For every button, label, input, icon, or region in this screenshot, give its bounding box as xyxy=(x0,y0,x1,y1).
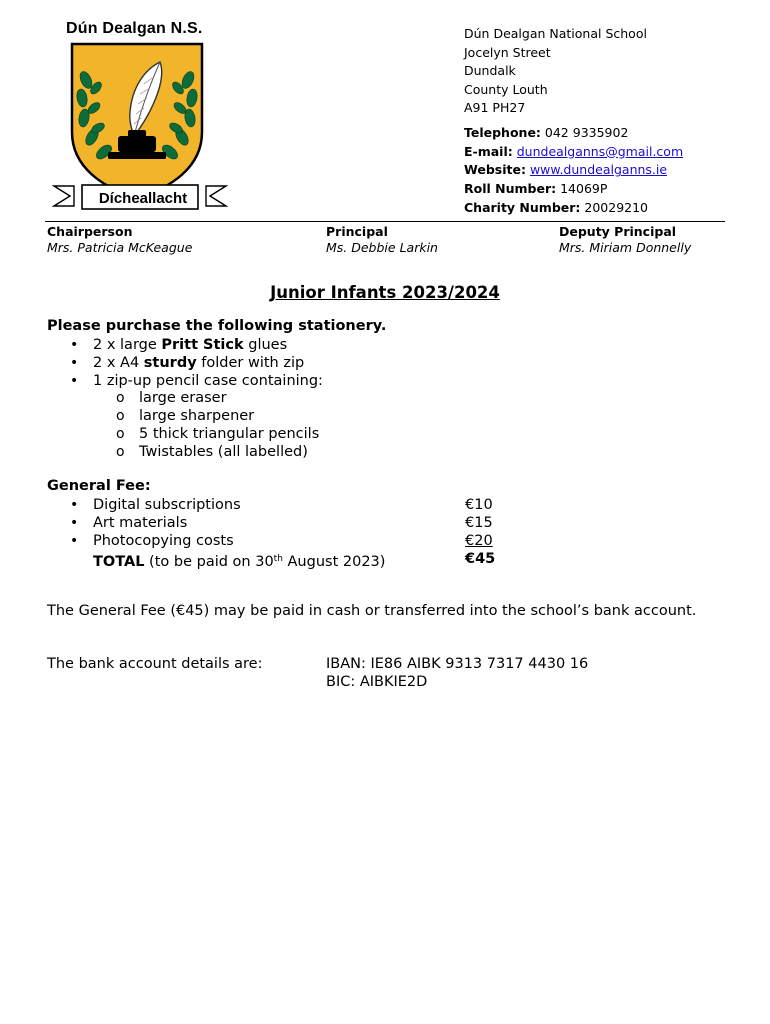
bullet-icon: • xyxy=(70,337,79,353)
address-line: Dundalk xyxy=(464,63,516,78)
charity-number-label: Charity Number: xyxy=(464,199,581,215)
bullet-icon: • xyxy=(70,373,79,389)
officer-name: Mrs. Miriam Donnelly xyxy=(559,239,692,255)
roll-number-label: Roll Number: xyxy=(464,181,557,197)
email-link[interactable]: dundealganns@gmail.com xyxy=(516,143,684,159)
bank-details-label: The bank account details are: xyxy=(47,656,263,672)
fee-amount: €10 xyxy=(465,497,493,513)
fee-amount: €20 xyxy=(465,533,493,549)
officer-name: Mrs. Patricia McKeague xyxy=(47,239,193,255)
fee-label: Digital subscriptions xyxy=(93,497,241,513)
officer-name: Ms. Debbie Larkin xyxy=(326,239,438,255)
circle-bullet-icon: o xyxy=(116,444,125,460)
circle-bullet-icon: o xyxy=(116,426,125,442)
roll-number-row xyxy=(464,180,683,199)
officer-deputy-principal xyxy=(559,224,691,255)
fee-total-label: TOTAL (to be paid on 30th August 2023) xyxy=(93,554,386,570)
address-line: County Louth xyxy=(464,81,548,97)
address-line: Jocelyn Street xyxy=(464,44,551,60)
bullet-icon: • xyxy=(70,355,79,371)
address-line: A91 PH27 xyxy=(464,100,526,115)
stationery-heading: Please purchase the following stationery. xyxy=(47,318,387,334)
website-row xyxy=(464,161,683,180)
bullet-icon: • xyxy=(70,515,79,531)
officer-role: Principal xyxy=(326,224,388,239)
fee-total-amount: €45 xyxy=(465,551,496,567)
bullet-icon: • xyxy=(70,497,79,513)
bullet-icon: • xyxy=(70,533,79,549)
fee-label: Photocopying costs xyxy=(93,533,234,549)
address-line: Dún Dealgan National School xyxy=(464,26,647,41)
contact-details xyxy=(464,124,683,218)
school-motto: Dícheallacht xyxy=(98,190,188,207)
email-label: E-mail: xyxy=(464,143,513,159)
circle-bullet-icon: o xyxy=(116,390,125,406)
general-fee-heading: General Fee: xyxy=(47,478,151,494)
fee-amount: €15 xyxy=(465,515,493,531)
page-title: Junior Infants 2023/2024 xyxy=(270,283,500,302)
officer-role: Deputy Principal xyxy=(559,224,677,239)
telephone-value: 042 9335902 xyxy=(544,125,629,140)
officer-principal xyxy=(326,224,438,255)
charity-number-value: 20029210 xyxy=(584,199,649,215)
email-row xyxy=(464,143,683,162)
telephone-label: Telephone: xyxy=(464,125,541,140)
officer-role: Chairperson xyxy=(47,224,133,239)
school-address xyxy=(464,25,647,118)
officer-chairperson xyxy=(47,224,192,255)
roll-number-value: 14069P xyxy=(560,181,608,197)
circle-bullet-icon: o xyxy=(116,408,125,424)
fee-label: Art materials xyxy=(93,515,188,531)
payment-note: The General Fee (€45) may be paid in cash or transferred into the school’s bank account. xyxy=(47,603,697,619)
bank-iban: IBAN: IE86 AIBK 9313 7317 4430 16 xyxy=(326,656,589,672)
telephone-row xyxy=(464,124,683,143)
bank-bic: BIC: AIBKIE2D xyxy=(326,674,428,690)
header-divider xyxy=(45,221,725,222)
charity-number-row xyxy=(464,199,683,218)
website-link[interactable]: www.dundealganns.ie xyxy=(529,162,668,178)
school-crest-name: Dún Dealgan N.S. xyxy=(66,20,203,37)
website-label: Website: xyxy=(464,162,526,178)
